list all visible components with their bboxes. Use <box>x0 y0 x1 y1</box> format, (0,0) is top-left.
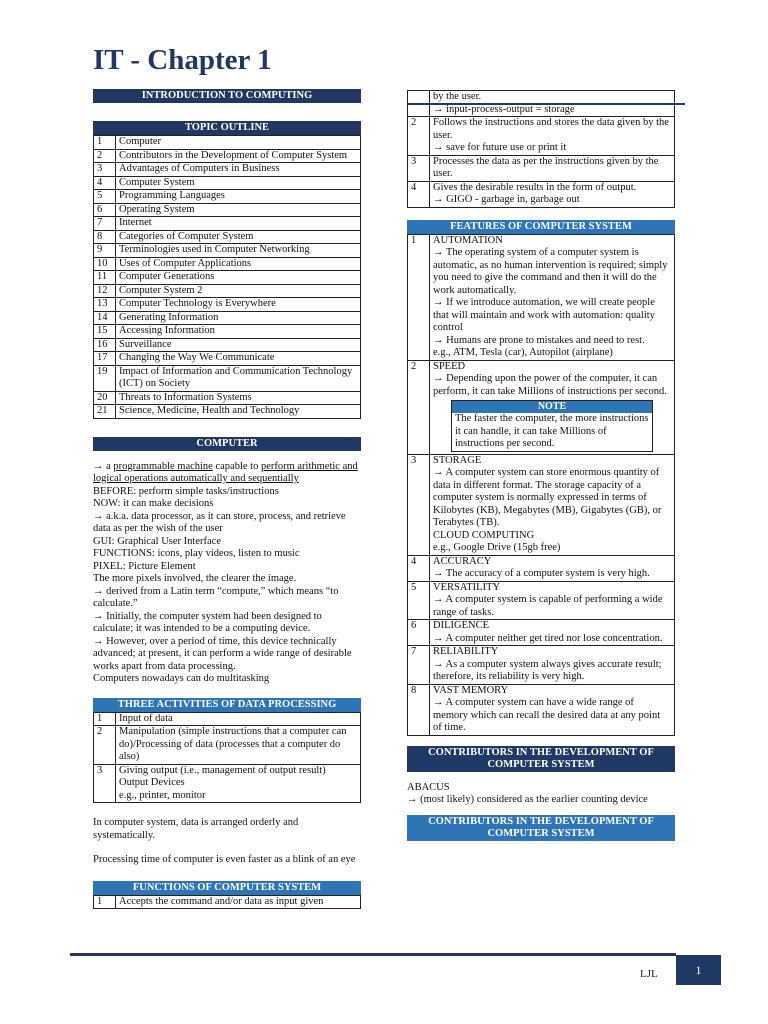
row-line: Giving output (i.e., management of output result) <box>119 764 326 776</box>
row-line: Gives the desirable results in the form of output. <box>433 181 637 193</box>
row-text <box>430 181 675 207</box>
paragraph-processing-time: Processing time of computer is even faster as a blink of an eye <box>93 854 356 865</box>
computer-note-line: NOW: it can make decisions <box>93 498 214 509</box>
computer-note-line: PIXEL: Picture Element <box>93 560 196 572</box>
table-row <box>94 391 361 405</box>
row-text: Input of data <box>116 712 361 726</box>
row-line: → A computer system is capable of performing a wide range of tasks. <box>433 594 663 618</box>
row-text: Categories of Computer System <box>116 230 361 244</box>
table-row <box>408 181 675 207</box>
definition-underline-2: perform arithmetic and logical operations automatically and sequentially <box>93 460 358 484</box>
table-row <box>408 454 675 555</box>
table-row <box>94 726 361 765</box>
computer-definition <box>93 461 361 486</box>
row-text: Computer System 2 <box>116 284 361 298</box>
row-line: → A computer system can have a wide range of memory which can recall the desired data at any point of time. <box>433 697 661 733</box>
row-line: e.g., printer, monitor <box>119 789 206 801</box>
table-row <box>408 155 675 181</box>
row-number: 14 <box>94 311 116 325</box>
row-line: → The accuracy of a computer system is very high. <box>433 568 650 579</box>
row-text <box>430 454 675 555</box>
row-line: → Humans are prone to mistakes and need to rest. <box>433 334 645 346</box>
computer-note-line: GUI: Graphical User Interface <box>93 535 221 547</box>
contributors-header-2: CONTRIBUTORS IN THE DEVELOPMENT OF COMPUTER SYSTEM <box>407 815 675 841</box>
row-number: 5 <box>94 190 116 204</box>
feature-title: ACCURACY <box>433 555 492 567</box>
computer-note-line: FUNCTIONS: icons, play videos, listen to music <box>93 548 300 559</box>
row-text: Processes the data as per the instructions given by the user. <box>430 155 675 181</box>
footer-rule <box>70 953 676 956</box>
row-text: Generating Information <box>116 311 361 325</box>
row-number: 2 <box>94 149 116 163</box>
table-row <box>94 405 361 419</box>
row-line: e.g., ATM, Tesla (car), Autopilot (airplane) <box>433 347 613 358</box>
table-row <box>94 149 361 163</box>
row-number: 12 <box>94 284 116 298</box>
row-line: → GIGO - garbage in, garbage out <box>433 194 580 205</box>
table-row <box>94 895 361 909</box>
table-row <box>408 234 675 360</box>
table-row <box>94 352 361 366</box>
row-line: Output Devices <box>119 777 185 788</box>
three-activities-header: THREE ACTIVITIES OF DATA PROCESSING <box>93 698 361 712</box>
contributors-header-1: CONTRIBUTORS IN THE DEVELOPMENT OF COMPUTER SYSTEM <box>407 746 675 772</box>
row-text: Terminologies used in Computer Networking <box>116 244 361 258</box>
functions-header: FUNCTIONS OF COMPUTER SYSTEM <box>93 881 361 895</box>
table-row <box>94 190 361 204</box>
feature-title: VERSATILITY <box>433 581 501 593</box>
row-number: 4 <box>408 555 430 581</box>
table-row <box>408 555 675 581</box>
table-row <box>408 684 675 735</box>
row-number: 4 <box>94 176 116 190</box>
row-text <box>430 360 675 454</box>
intro-header: INTRODUCTION TO COMPUTING <box>93 89 361 103</box>
row-number: 3 <box>408 155 430 181</box>
row-text: Manipulation (simple instructions that a computer can do)/Processing of data (processes that a computer do also) <box>116 726 361 765</box>
row-text <box>430 117 675 156</box>
row-number: 15 <box>94 325 116 339</box>
row-text <box>430 684 675 735</box>
table-row <box>408 620 675 646</box>
features-header: FEATURES OF COMPUTER SYSTEM <box>407 220 675 234</box>
row-number: 21 <box>94 405 116 419</box>
row-number: 20 <box>94 391 116 405</box>
row-text: Operating System <box>116 203 361 217</box>
row-text: Science, Medicine, Health and Technology <box>116 405 361 419</box>
row-text: Uses of Computer Applications <box>116 257 361 271</box>
row-line: → If we introduce automation, we will create people that will maintain and work with automation: quality control <box>433 297 655 333</box>
table-row <box>408 117 675 156</box>
computer-note-line: → However, over a period of time, this device technically advanced; at present, it can perform a wide range of desirable works apart from data processing. <box>93 635 352 672</box>
abacus-title: ABACUS <box>407 781 450 793</box>
row-text: Changing the Way We Communicate <box>116 352 361 366</box>
row-line: → save for future use or print it <box>433 142 567 153</box>
row-number: 4 <box>408 181 430 207</box>
table-row <box>94 244 361 258</box>
row-line: e.g., Google Drive (15gb free) <box>433 542 561 553</box>
row-text: Surveillance <box>116 338 361 352</box>
row-text <box>430 620 675 646</box>
row-text <box>430 234 675 360</box>
table-row <box>94 311 361 325</box>
row-number: 3 <box>408 454 430 555</box>
row-text: Impact of Information and Communication Technology (ICT) on Society <box>116 365 361 391</box>
page-number: 1 <box>676 955 721 985</box>
note-header: NOTE <box>452 401 652 413</box>
computer-note-line: BEFORE: perform simple tasks/instructions <box>93 485 279 497</box>
computer-notes <box>93 486 361 686</box>
topic-outline-header: TOPIC OUTLINE <box>93 121 361 135</box>
computer-note-line: The more pixels involved, the clearer the image. <box>93 573 297 584</box>
topic-outline-table <box>93 135 361 419</box>
table-row <box>94 203 361 217</box>
row-line: → The operating system of a computer system is automatic, as no human intervention is required; simply you need to give the command and then it will do the work automatically. <box>433 247 668 296</box>
row-number: 1 <box>94 136 116 150</box>
computer-note-line: Computers nowadays can do multitasking <box>93 673 270 684</box>
row-number: 3 <box>94 764 116 803</box>
computer-note-line: → derived from a Latin term “compute,” which means “to calculate.” <box>93 585 339 609</box>
table-row <box>94 298 361 312</box>
feature-title: DILIGENCE <box>433 620 489 631</box>
row-number: 7 <box>94 217 116 231</box>
feature-title: VAST MEMORY <box>433 684 509 696</box>
row-text: Contributors in the Development of Computer System <box>116 149 361 163</box>
row-number: 2 <box>94 726 116 765</box>
row-number: 2 <box>408 360 430 454</box>
row-line: by the user. <box>433 91 482 102</box>
row-line: → Depending upon the power of the computer, it can perform, it can take Millions of instructions per second. <box>433 373 667 397</box>
table-row <box>94 764 361 803</box>
row-number: 1 <box>94 712 116 726</box>
table-row <box>94 284 361 298</box>
row-text: Internet <box>116 217 361 231</box>
table-row <box>94 271 361 285</box>
row-number: 6 <box>408 620 430 646</box>
feature-title: STORAGE <box>433 454 482 466</box>
row-number: 16 <box>94 338 116 352</box>
table-row <box>94 163 361 177</box>
row-text: Computer Generations <box>116 271 361 285</box>
feature-title: RELIABILITY <box>433 646 499 657</box>
row-number: 8 <box>408 684 430 735</box>
row-number: 19 <box>94 365 116 391</box>
row-line: Follows the instructions and stores the data given by the user. <box>433 117 669 141</box>
functions-table-part1 <box>93 895 361 910</box>
table-row <box>408 91 675 117</box>
row-number: 7 <box>408 646 430 685</box>
row-text <box>116 764 361 803</box>
row-number: 11 <box>94 271 116 285</box>
row-number: 8 <box>94 230 116 244</box>
row-number <box>408 91 430 117</box>
table-row <box>94 257 361 271</box>
row-line: → input-process-output = storage <box>433 103 575 115</box>
row-line: → A computer system can store enormous quantity of data in different format. The storage capacity of a computer system is normally expressed in terms of Kilobytes (KB), Megabytes (MB), Gigabytes (GB), or Terabytes (TB). <box>433 467 662 528</box>
row-number: 3 <box>94 163 116 177</box>
table-row <box>408 360 675 454</box>
row-text: Threats to Information Systems <box>116 391 361 405</box>
feature-title: SPEED <box>433 360 466 372</box>
three-activities-table <box>93 712 361 804</box>
feature-title: AUTOMATION <box>433 234 503 246</box>
table-row <box>94 365 361 391</box>
features-table <box>407 234 675 736</box>
definition-underline-1: programmable machine <box>113 460 213 472</box>
paragraph-data-arranged: In computer system, data is arranged orderly and systematically. <box>93 817 299 841</box>
table-row <box>94 176 361 190</box>
note-box <box>451 400 653 452</box>
row-text <box>430 91 675 117</box>
row-line: → A computer neither get tired nor lose concentration. <box>433 632 663 644</box>
computer-note-line: → Initially, the computer system had been designed to calculate; it was intended to be a computing device. <box>93 610 322 634</box>
row-line: → As a computer system always gives accurate result; therefore, its reliability is very high. <box>433 658 662 682</box>
left-column <box>93 89 361 909</box>
row-text: Computer Technology is Everywhere <box>116 298 361 312</box>
table-row <box>408 581 675 620</box>
abacus-line: → (most likely) considered as the earlier counting device <box>407 794 648 805</box>
page-title: IT - Chapter 1 <box>93 44 272 76</box>
row-number: 2 <box>408 117 430 156</box>
row-text: Computer System <box>116 176 361 190</box>
row-number: 5 <box>408 581 430 620</box>
table-row <box>408 646 675 685</box>
table-row <box>94 230 361 244</box>
footer-initials: LJL <box>640 968 658 980</box>
functions-table-part2 <box>407 90 675 208</box>
row-text: Programming Languages <box>116 190 361 204</box>
table-row <box>94 712 361 726</box>
row-number: 9 <box>94 244 116 258</box>
row-number: 10 <box>94 257 116 271</box>
row-number: 13 <box>94 298 116 312</box>
table-row <box>94 338 361 352</box>
row-number: 6 <box>94 203 116 217</box>
computer-note-line: → a.k.a. data processor, as it can store, process, and retrieve data as per the wish of the user <box>93 510 346 534</box>
row-text: Accepts the command and/or data as input given <box>116 895 361 909</box>
row-number: 1 <box>408 234 430 360</box>
definition-arrow: → a <box>93 460 114 472</box>
row-number: 1 <box>94 895 116 909</box>
row-number: 17 <box>94 352 116 366</box>
row-text <box>430 581 675 620</box>
table-row <box>94 325 361 339</box>
right-column <box>407 90 675 841</box>
computer-header: COMPUTER <box>93 437 361 451</box>
note-text: The faster the computer, the more instructions it can handle, it can take Millions of instructions per second. <box>455 413 649 449</box>
row-text: Advantages of Computers in Business <box>116 163 361 177</box>
row-text <box>430 646 675 685</box>
row-text <box>430 555 675 581</box>
row-line: CLOUD COMPUTING <box>433 529 535 541</box>
table-row <box>94 217 361 231</box>
row-text: Computer <box>116 136 361 150</box>
row-text: Accessing Information <box>116 325 361 339</box>
table-row <box>94 136 361 150</box>
definition-mid: capable to <box>212 460 261 472</box>
